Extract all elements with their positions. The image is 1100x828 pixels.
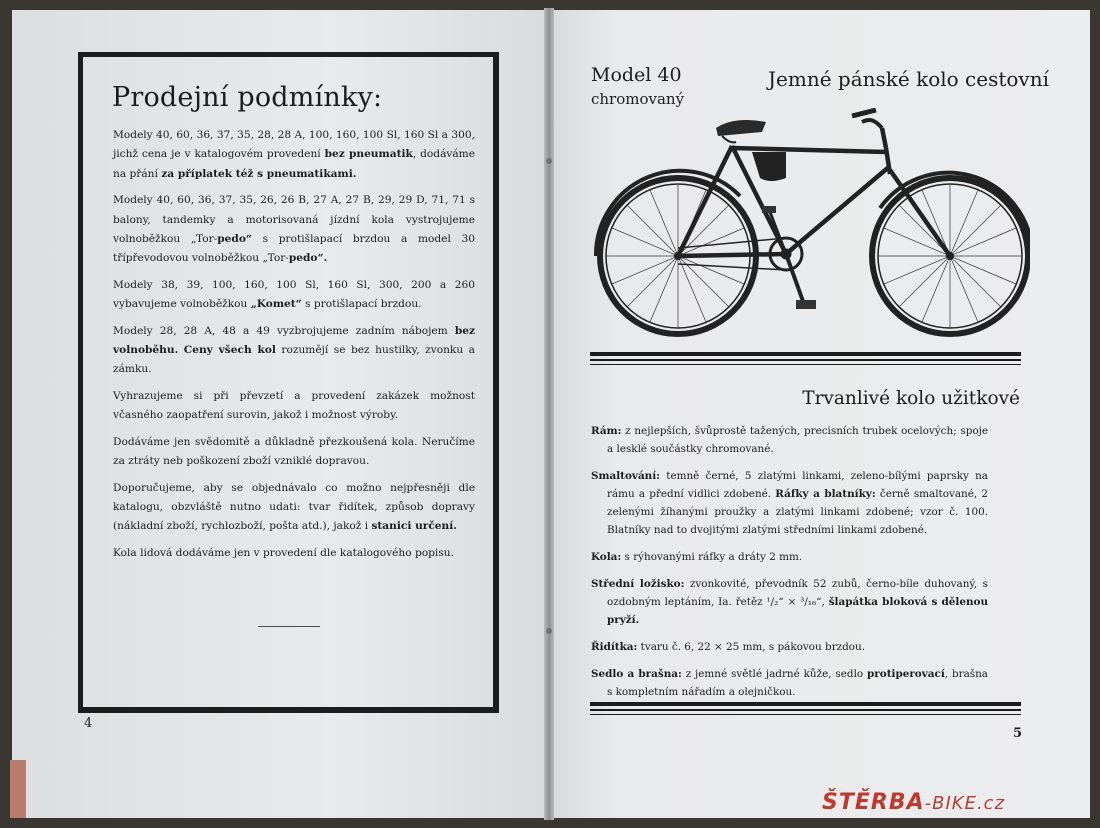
book-spine bbox=[544, 8, 554, 820]
condition-paragraph: Modely 28, 28 A, 48 a 49 vyzbrojujeme zadním nábojem bez volnoběhu. Ceny všech kol rozumějí se bez hustilky, zvonku a zámku. bbox=[113, 324, 475, 376]
model-title: Model 40 bbox=[591, 64, 682, 86]
specifications bbox=[591, 422, 988, 710]
spec-item: Kola: s rýhovanými ráfky a dráty 2 mm. bbox=[591, 551, 803, 563]
stitch-hole bbox=[546, 628, 552, 634]
spec-item: Rám: z nejlepších, švůprostě tažených, precisních trubek ocelových; spoje a lesklé součástky chromované. bbox=[591, 425, 988, 455]
product-subheading: Trvanlivé kolo užitkové bbox=[802, 388, 1020, 409]
spec-item: Smaltování: temně černé, 5 zlatými linkami, zeleno-bílými paprsky na rámu a přední vidlici zdobené. Ráfky a blatníky: černě smaltované, 2 zelenými žíhanými proužky a zlatými linkami zdobené; vzor č. 100. Blatníky nad to dvojitými zlatými středními linkami zdobené. bbox=[591, 470, 988, 536]
spec-item: Řidítka: tvaru č. 6, 22 × 25 mm, s pákovou brzdou. bbox=[591, 641, 866, 653]
spec-item: Sedlo a brašna: z jemné světlé jadrné kůže, sedlo protiperovací, brašna s kompletním nářadím a olejničkou. bbox=[591, 668, 988, 698]
double-rule bbox=[590, 702, 1021, 715]
page-number: 5 bbox=[1013, 726, 1023, 741]
stitch-hole bbox=[546, 158, 552, 164]
bicycle-illustration bbox=[590, 108, 1030, 338]
condition-paragraph: Kola lidová dodáváme jen v provedení dle katalogového popisu. bbox=[113, 546, 454, 559]
condition-paragraph: Modely 40, 60, 36, 37, 35, 26, 26 B, 27 A, 27 B, 29, 29 D, 71, 71 s balony, tandemky a motorisovaná jízdní kola vystrojujeme volnoběžkou „Tor-pedo“ s protišlapací brzdou a model 30 třípřevodovou volnoběžkou „Tor-pedo“. bbox=[113, 194, 475, 265]
condition-paragraph: Vyhrazujeme si při převzetí a provedení zakázek možnost včasného zaopatření surovin, jakož i možnost výroby. bbox=[113, 389, 475, 422]
condition-paragraph: Doporučujeme, aby se objednávalo co možno nejpřesněji dle katalogu, obzvláště nutno udati: tvar řidítek, způsob dopravy (nákladní zboží, rychlozboží, pošta atd.), jakož i stanici určení. bbox=[113, 481, 475, 533]
cover-edge bbox=[10, 760, 26, 818]
double-rule bbox=[590, 352, 1021, 365]
condition-paragraph: Dodáváme jen svědomitě a důkladně přezkoušená kola. Neručíme za ztráty neb poškození zboží vzniklé dopravou. bbox=[113, 435, 475, 468]
divider bbox=[258, 626, 320, 627]
conditions-text bbox=[113, 126, 475, 570]
site-watermark: ŠTĚRBA-BIKE.cz bbox=[822, 790, 1006, 815]
spec-item: Střední ložisko: zvonkovité, převodník 52 zubů, černo-bíle duhovaný, s ozdobným leptáním, Ia. řetěz ¹/₂“ × ³/₁₆“, šlapátka bloková s dělenou pryží. bbox=[591, 578, 988, 626]
page-title: Prodejní podmínky: bbox=[112, 82, 383, 113]
condition-paragraph: Modely 38, 39, 100, 160, 100 Sl, 160 Sl, 300, 200 a 260 vybavujeme volnoběžkou „Komet“ s protišlapací brzdou. bbox=[113, 278, 475, 311]
page-number: 4 bbox=[84, 716, 93, 731]
model-subtitle: chromovaný bbox=[591, 90, 685, 108]
product-heading: Jemné pánské kolo cestovní bbox=[768, 67, 1049, 91]
condition-paragraph: Modely 40, 60, 36, 37, 35, 28, 28 A, 100, 160, 100 Sl, 160 Sl a 300, jichž cena je v katalogovém provedení bez pneumatik, dodáváme na přání za příplatek též s pneumatikami. bbox=[113, 129, 475, 180]
